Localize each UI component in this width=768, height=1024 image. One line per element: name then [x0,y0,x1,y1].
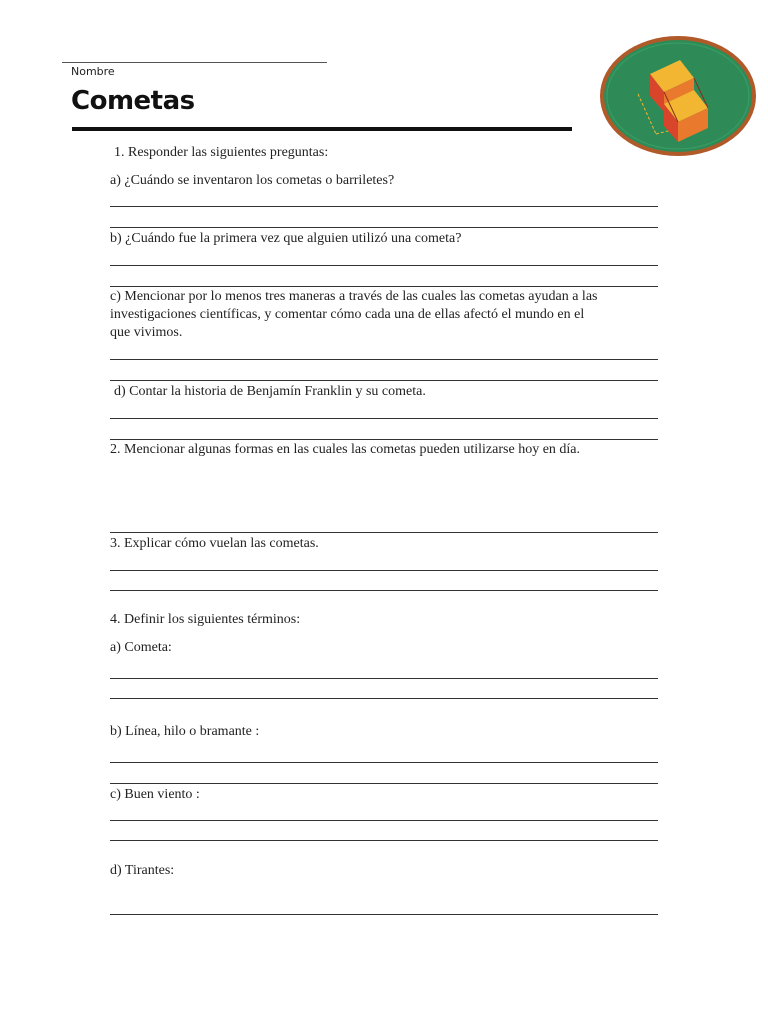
question-1c-line1: c) Mencionar por lo menos tres maneras a través de las cuales las cometas ayudan a las [110,289,598,304]
answer-line[interactable] [110,914,658,915]
answer-line[interactable] [110,380,658,381]
question-1a: a) ¿Cuándo se inventaron los cometas o barriletes? [110,173,395,188]
answer-line[interactable] [110,698,658,699]
answer-line[interactable] [110,783,658,784]
answer-line[interactable] [110,418,658,419]
answer-line[interactable] [110,206,658,207]
answer-line[interactable] [110,359,658,360]
question-1b: b) ¿Cuándo fue la primera vez que alguien utilizó una cometa? [110,231,462,246]
question-1c-line3: que vivimos. [110,325,183,340]
answer-line[interactable] [110,590,658,591]
answer-line[interactable] [110,227,658,228]
title-rule [72,127,572,131]
answer-line[interactable] [110,286,658,287]
question-1d: d) Contar la historia de Benjamín Franklin y su cometa. [114,384,426,399]
question-3: 3. Explicar cómo vuelan las cometas. [110,536,319,551]
question-4b: b) Línea, hilo o bramante : [110,724,260,739]
answer-line[interactable] [110,762,658,763]
question-1: 1. Responder las siguientes preguntas: [114,145,329,160]
answer-line[interactable] [110,678,658,679]
answer-line[interactable] [110,439,658,440]
answer-line[interactable] [110,840,658,841]
name-line[interactable] [62,62,327,63]
answer-line[interactable] [110,820,658,821]
question-4: 4. Definir los siguientes términos: [110,612,301,627]
answer-line[interactable] [110,570,658,571]
kite-badge-icon [598,34,758,158]
question-4a: a) Cometa: [110,640,172,655]
name-label: Nombre [71,65,115,78]
question-4c: c) Buen viento : [110,787,200,802]
page-title: Cometas [71,86,195,116]
answer-line[interactable] [110,265,658,266]
question-4d: d) Tirantes: [110,863,175,878]
question-1c-line2: investigaciones científicas, y comentar cómo cada una de ellas afectó el mundo en el [110,307,585,322]
question-2: 2. Mencionar algunas formas en las cuales las cometas pueden utilizarse hoy en día. [110,442,581,457]
answer-line[interactable] [110,532,658,533]
